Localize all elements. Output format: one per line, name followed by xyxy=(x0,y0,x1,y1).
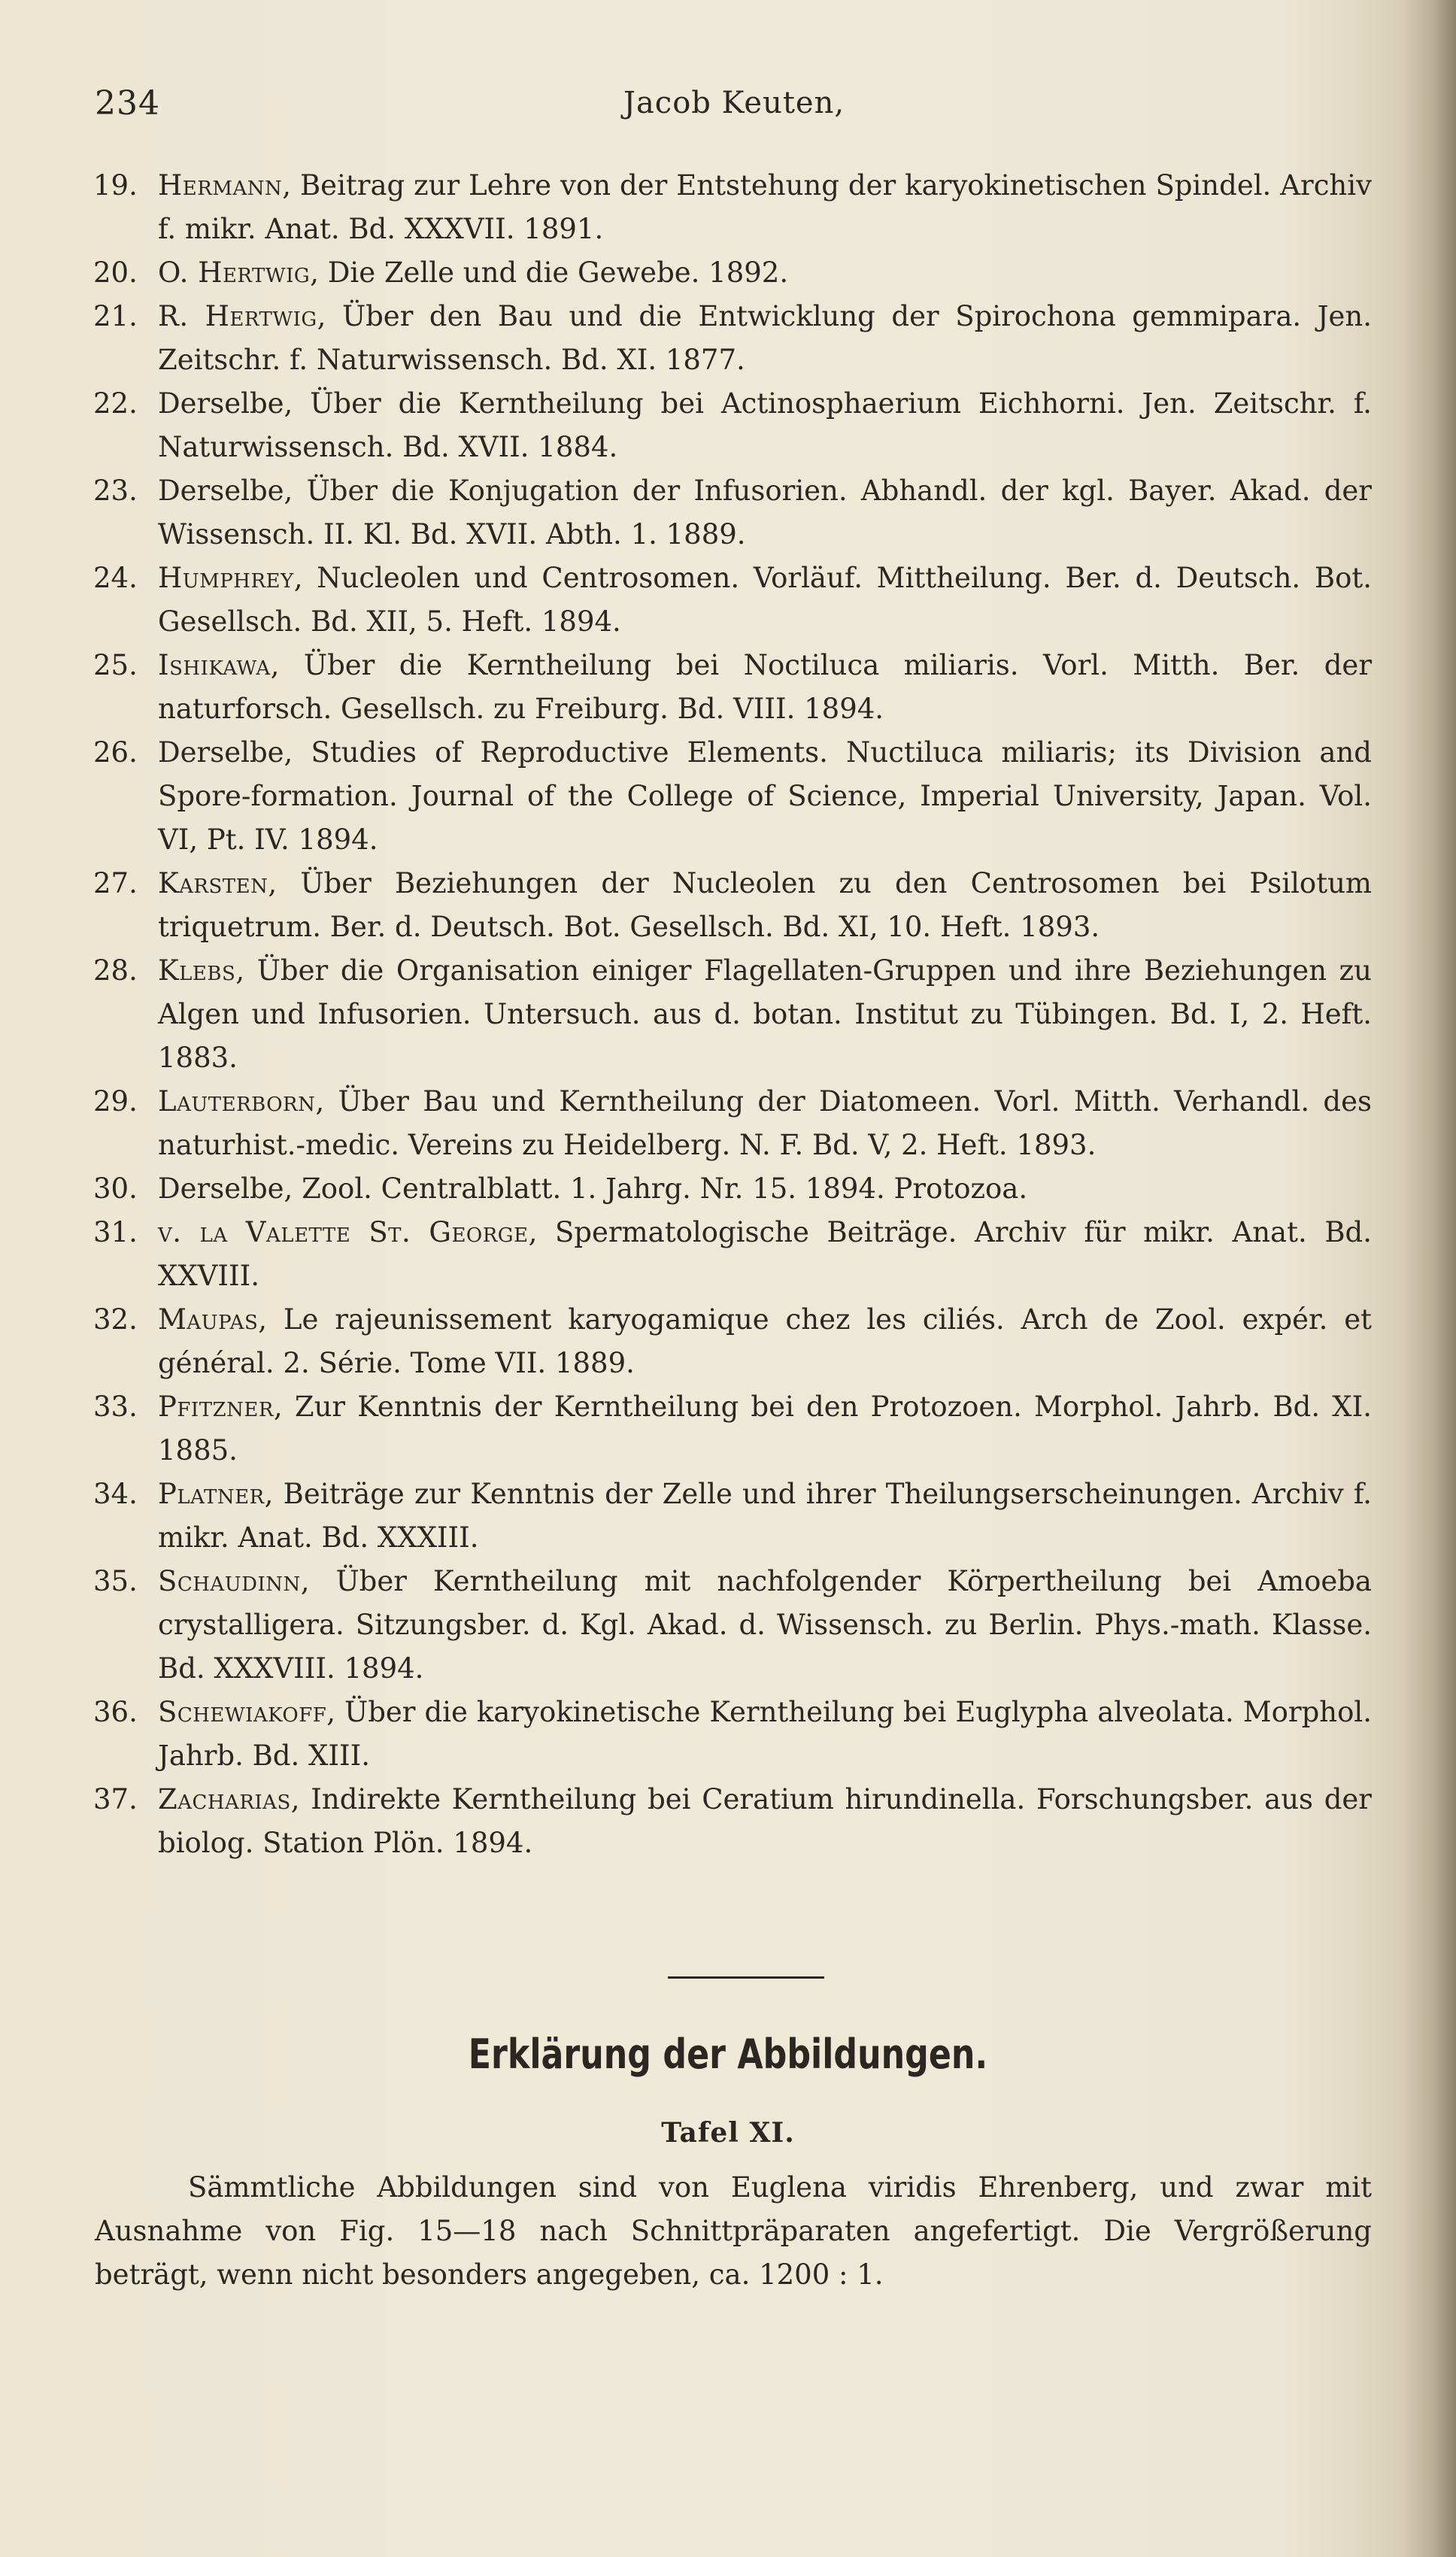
reference-citation: , Über Beziehungen der Nucleolen zu den Centrosomen bei Psilotum triquetrum. Ber. d. Deutsch. Bot. Gesellsch. Bd. XI, 10. Heft. 1893. xyxy=(158,867,1372,943)
reference-citation: , Über Bau und Kerntheilung der Diatomeen. Vorl. Mitth. Verhandl. des naturhist.-medic. Vereins zu Heidelberg. N. F. Bd. V, 2. Heft. 1893. xyxy=(158,1085,1372,1161)
reference-item xyxy=(93,469,1372,557)
reference-number: 21. xyxy=(93,300,138,332)
reference-text xyxy=(158,1211,1372,1298)
reference-text xyxy=(158,1560,1372,1691)
reference-number: 24. xyxy=(93,562,138,594)
reference-number: 25. xyxy=(93,649,138,681)
reference-citation: Derselbe, Studies of Reproductive Elements. Nuctiluca miliaris; its Division and Spore-formation. Journal of the College of Science, Imperial University, Japan. Vol. VI, Pt. IV. 1894. xyxy=(158,736,1372,856)
reference-number: 28. xyxy=(93,954,138,987)
reference-author: Pfitzner xyxy=(158,1391,274,1423)
reference-citation: Derselbe, Über die Kerntheilung bei Actinosphaerium Eichhorni. Jen. Zeitschr. f. Naturwissensch. Bd. XVII. 1884. xyxy=(158,387,1372,463)
reference-number: 20. xyxy=(93,256,138,289)
reference-item xyxy=(93,557,1372,644)
reference-item xyxy=(93,164,1372,251)
reference-item xyxy=(93,862,1372,949)
reference-text xyxy=(158,731,1372,862)
reference-item xyxy=(93,1473,1372,1560)
reference-item xyxy=(93,1080,1372,1167)
reference-text xyxy=(158,644,1372,731)
reference-citation: , Über den Bau und die Entwicklung der Spirochona gemmipara. Jen. Zeitschr. f. Naturwissensch. Bd. XI. 1877. xyxy=(158,300,1372,376)
reference-author: v. la Valette St. George xyxy=(158,1216,529,1248)
reference-citation: , Über Kerntheilung mit nachfolgender Körpertheilung bei Amoeba crystalligera. Sitzungsber. d. Kgl. Akad. d. Wissensch. zu Berlin. Phys.-math. Klasse. Bd. XXXVIII. 1894. xyxy=(158,1565,1372,1685)
reference-citation: Derselbe, Zool. Centralblatt. 1. Jahrg. Nr. 15. 1894. Protozoa. xyxy=(158,1172,1028,1205)
reference-item xyxy=(93,1691,1372,1778)
reference-citation: , Über die Kerntheilung bei Noctiluca miliaris. Vorl. Mitth. Ber. der naturforsch. Gesellsch. zu Freiburg. Bd. VIII. 1894. xyxy=(158,649,1372,725)
reference-author: Lauterborn xyxy=(158,1085,316,1118)
reference-author: Klebs xyxy=(158,954,236,987)
reference-author: Maupas xyxy=(158,1303,259,1336)
page-number: 234 xyxy=(95,84,160,123)
reference-citation: , Spermatologische Beiträge. Archiv für mikr. Anat. Bd. XXVIII. xyxy=(158,1216,1372,1292)
section-divider xyxy=(668,1976,824,1979)
reference-number: 36. xyxy=(93,1696,138,1728)
reference-list xyxy=(93,164,1372,1865)
reference-item xyxy=(93,949,1372,1080)
reference-number: 33. xyxy=(93,1391,138,1423)
reference-citation: , Über die karyokinetische Kerntheilung bei Euglypha alveolata. Morphol. Jahrb. Bd. XIII. xyxy=(158,1696,1372,1772)
reference-author: Zacharias xyxy=(158,1783,291,1815)
reference-number: 30. xyxy=(93,1172,138,1205)
reference-text xyxy=(158,862,1372,949)
reference-citation: Derselbe, Über die Konjugation der Infusorien. Abhandl. der kgl. Bayer. Akad. der Wissensch. II. Kl. Bd. XVII. Abth. 1. 1889. xyxy=(158,475,1372,551)
reference-author: Platner xyxy=(158,1478,265,1510)
reference-author: R. Hertwig xyxy=(158,300,317,332)
reference-item xyxy=(93,644,1372,731)
reference-text xyxy=(158,557,1372,644)
reference-item xyxy=(93,1778,1372,1865)
plate-description: Sämmtliche Abbildungen sind von Euglena viridis Ehrenberg, und zwar mit Ausnahme von Fig. 15—18 nach Schnittpräparaten angefertigt. Die Vergrößerung beträgt, wenn nicht besonders angegeben, ca. 1200 : 1. xyxy=(95,2171,1372,2291)
reference-citation: , Die Zelle und die Gewebe. 1892. xyxy=(310,256,789,289)
reference-citation: , Zur Kenntnis der Kerntheilung bei den Protozoen. Morphol. Jahrb. Bd. XI. 1885. xyxy=(158,1391,1372,1467)
reference-citation: , Beiträge zur Kenntnis der Zelle und ihrer Theilungserscheinungen. Archiv f. mikr. Anat. Bd. XXXIII. xyxy=(158,1478,1372,1554)
reference-text xyxy=(158,1385,1372,1473)
reference-text xyxy=(158,1298,1372,1385)
reference-number: 35. xyxy=(93,1565,138,1597)
reference-author: Hermann xyxy=(158,169,283,202)
reference-text xyxy=(158,1473,1372,1560)
reference-author: Schewiakoff xyxy=(158,1696,327,1728)
reference-number: 27. xyxy=(93,867,138,899)
reference-citation: , Le rajeunissement karyogamique chez les ciliés. Arch de Zool. expér. et général. 2. Série. Tome VII. 1889. xyxy=(158,1303,1372,1379)
reference-item xyxy=(93,1385,1372,1473)
reference-text xyxy=(158,949,1372,1080)
reference-number: 34. xyxy=(93,1478,138,1510)
reference-item xyxy=(93,731,1372,862)
reference-number: 26. xyxy=(93,736,138,769)
book-spine-shadow xyxy=(1403,0,1456,2557)
reference-number: 37. xyxy=(93,1783,138,1815)
reference-text xyxy=(158,295,1372,382)
reference-number: 19. xyxy=(93,169,138,202)
section-title: Erklärung der Abbildungen. xyxy=(468,2031,988,2078)
reference-number: 29. xyxy=(93,1085,138,1118)
reference-number: 32. xyxy=(93,1303,138,1336)
reference-citation: , Beitrag zur Lehre von der Entstehung der karyokinetischen Spindel. Archiv f. mikr. Anat. Bd. XXXVII. 1891. xyxy=(158,169,1372,245)
reference-number: 22. xyxy=(93,387,138,420)
reference-item xyxy=(93,295,1372,382)
reference-item xyxy=(93,1298,1372,1385)
reference-text xyxy=(158,1691,1372,1778)
reference-author: Humphrey xyxy=(158,562,294,594)
reference-item xyxy=(93,1560,1372,1691)
reference-text xyxy=(158,382,1372,469)
page-header xyxy=(95,84,1373,137)
reference-item xyxy=(93,251,1372,295)
reference-text xyxy=(158,1778,1372,1865)
reference-author: Karsten xyxy=(158,867,268,899)
reference-text xyxy=(158,164,1372,251)
running-head: Jacob Keuten, xyxy=(623,86,845,120)
plate-title: Tafel XI. xyxy=(661,2117,795,2149)
reference-citation: , Indirekte Kerntheilung bei Ceratium hirundinella. Forschungsber. aus der biolog. Station Plön. 1894. xyxy=(158,1783,1372,1859)
reference-text xyxy=(158,251,1372,295)
reference-item xyxy=(93,1211,1372,1298)
reference-citation: , Über die Organisation einiger Flagellaten-Gruppen und ihre Beziehungen zu Algen und Infusorien. Untersuch. aus d. botan. Institut zu Tübingen. Bd. I, 2. Heft. 1883. xyxy=(158,954,1372,1074)
reference-author: Ishikawa xyxy=(158,649,271,681)
reference-citation: , Nucleolen und Centrosomen. Vorläuf. Mittheilung. Ber. d. Deutsch. Bot. Gesellsch. Bd. XII, 5. Heft. 1894. xyxy=(158,562,1372,638)
reference-number: 31. xyxy=(93,1216,138,1248)
reference-text xyxy=(158,1080,1372,1167)
reference-text xyxy=(158,1167,1372,1211)
reference-number: 23. xyxy=(93,475,138,507)
reference-item xyxy=(93,382,1372,469)
reference-author: O. Hertwig xyxy=(158,256,311,289)
reference-item xyxy=(93,1167,1372,1211)
reference-text xyxy=(158,469,1372,557)
reference-author: Schaudinn xyxy=(158,1565,301,1597)
